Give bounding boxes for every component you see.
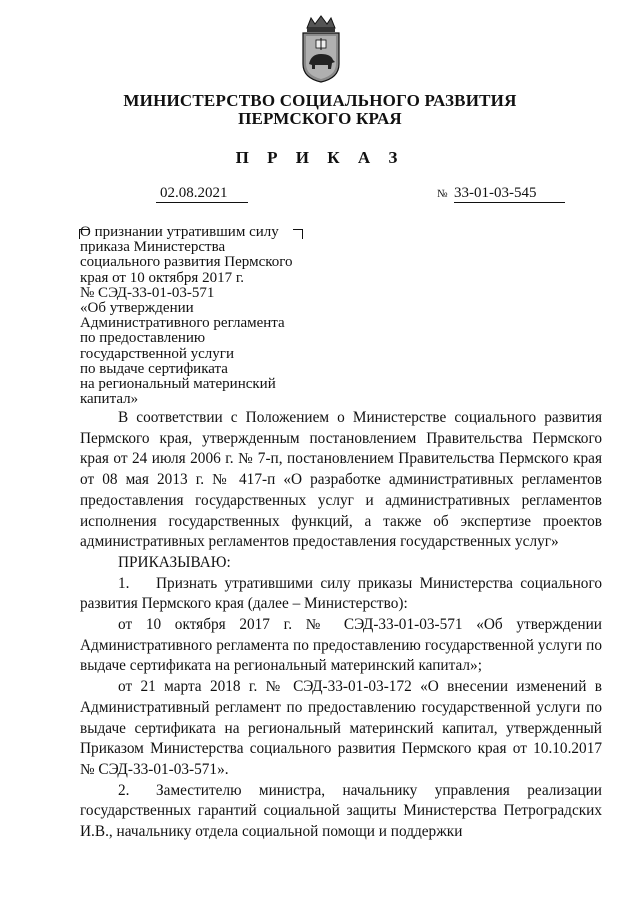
item-1-number: 1. <box>118 574 130 592</box>
subject-line: приказа Министерства <box>80 239 226 256</box>
item-2-number: 2. <box>118 781 130 799</box>
order-directive: ПРИКАЗЫВАЮ: <box>118 553 231 571</box>
subject-line: на региональный материнский <box>80 376 276 393</box>
subject-line: О признании утратившим силу <box>80 224 279 240</box>
subject-line: № СЭД-33-01-03-571 <box>80 284 215 301</box>
item-1 <box>80 574 602 615</box>
subject-line: края от 10 октября 2017 г. <box>80 269 245 286</box>
subject-line: социального развития Пермского <box>80 254 293 271</box>
subject-line: «Об утверждении <box>80 300 194 317</box>
order-subject <box>80 225 310 407</box>
subject-line: Административного регламента <box>80 315 285 332</box>
order-body <box>80 408 602 843</box>
item-1-subitem-2: от 21 марта 2018 г. № СЭД-33-01-03-172 «О внесении изменений в Административный регламент по предоставлению государственной услуги по выдаче сертификата на региональный материнский капитал, утвержденный Приказом Министерства социального развития Пермского края от 10.10.2017 № СЭД-33-01-03-571». <box>80 678 602 778</box>
subject-line: по выдаче сертификата <box>80 360 228 377</box>
subject-line: государственной услуги <box>80 345 234 362</box>
ministry-name-line2: ПЕРМСКОГО КРАЯ <box>238 109 402 128</box>
item-2 <box>80 781 602 843</box>
item-2-text: Заместителю министра, начальнику управления реализации государственных гарантий социальной защиты Министерства Петроградских И.В., начальнику отдела социальной помощи и поддержки <box>80 781 602 841</box>
order-number: 33-01-03-545 <box>454 185 565 203</box>
preamble-paragraph: В соответствии с Положением о Министерстве социального развития Пермского края, утвержденным постановлением Правительства Пермского края от 24 июля 2006 г. № 7-п, постановлением Правительства Пермского края от 08 мая 2013 г. № 417-п «О разработке административных регламентов предоставления государственных услуг и административных регламентов исполнения государственных функций, а также об экспертизе проектов административных регламентов предоставления государственных услуг» <box>80 409 602 551</box>
item-1-subitem-1: от 10 октября 2017 г. № СЭД-33-01-03-571 «Об утверждении Административного регламента по предоставлению государственной услуги по выдаче сертификата на региональный материнский капитал»; <box>80 616 602 675</box>
document-type-title: П Р И К А З <box>235 148 405 167</box>
order-date: 02.08.2021 <box>156 185 248 203</box>
item-1-text: Признать утратившими силу приказы Министерства социального развития Пермского края (далее – Министерство): <box>80 574 602 613</box>
ministry-name-line1: МИНИСТЕРСТВО СОЦИАЛЬНОГО РАЗВИТИЯ <box>123 91 517 110</box>
subject-line: капитал» <box>80 391 139 408</box>
perm-krai-coat-of-arms-icon <box>297 14 345 84</box>
subject-line: по предоставлению <box>80 330 206 347</box>
number-sign: № <box>437 188 448 200</box>
